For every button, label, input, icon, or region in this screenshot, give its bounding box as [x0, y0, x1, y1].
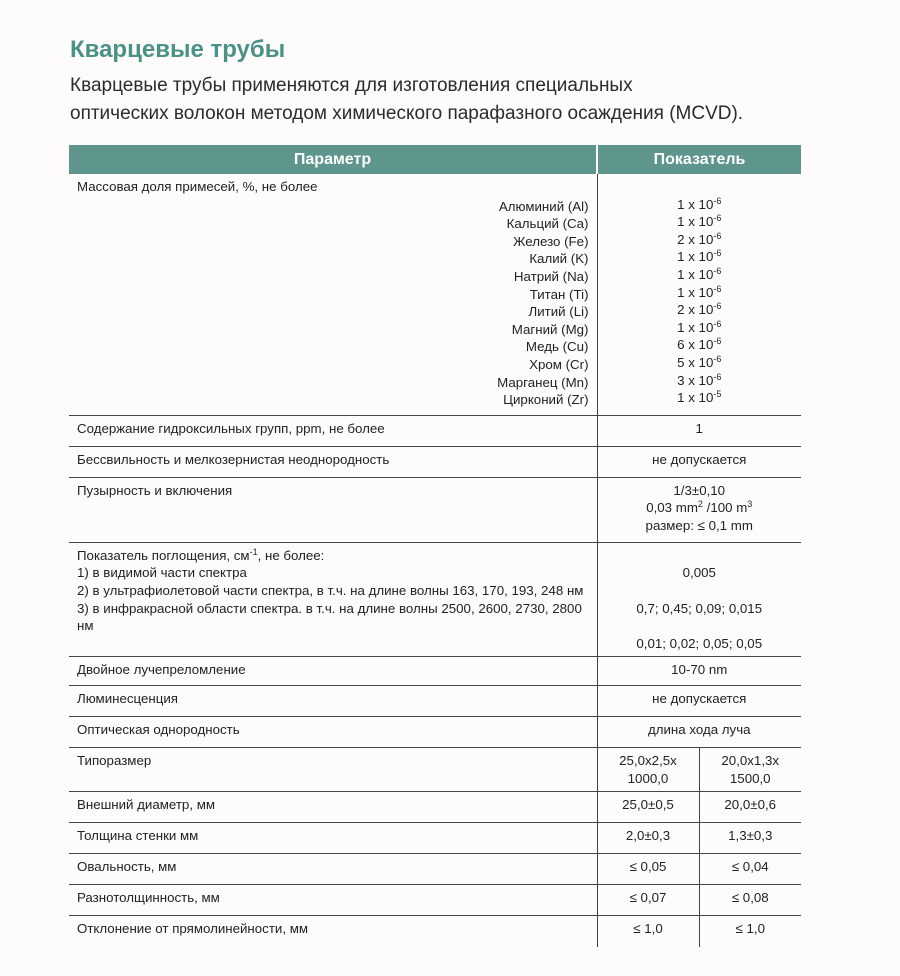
header-parameter: Параметр [69, 145, 597, 174]
impurity-name: Магний (Mg) [511, 321, 589, 337]
impurity-name: Железо (Fe) [513, 233, 589, 249]
wall-value-2: 1,3±0,3 [699, 823, 801, 854]
ovality-label: Овальность, мм [69, 854, 597, 885]
impurities-cell [69, 174, 597, 415]
size-value-2: 20,0x1,3x 1500,0 [699, 748, 801, 792]
impurity-names [77, 198, 589, 409]
absorption-values [597, 542, 801, 657]
table-header-row [69, 145, 801, 174]
impurity-value: 1 x $10^{-6}$ [677, 248, 722, 265]
impurity-value: 1 x $10^{-6}$ [677, 318, 722, 335]
table-row-absorption [69, 542, 801, 657]
table-row-luminescence [69, 686, 801, 717]
bubbles-value-3: размер: ≤ 0,1 mm [645, 517, 753, 533]
bubble-free-label: Бессвильность и мелкозернистая неоднородность [69, 446, 597, 477]
impurity-value: 5 x $10^{-6}$ [677, 353, 722, 370]
impurity-name: Хром (Cr) [529, 356, 589, 372]
header-value: Показатель [597, 145, 801, 174]
table-row-outer-diameter [69, 792, 801, 823]
spec-table [69, 145, 801, 947]
thickness-variation-value-1: ≤ 0,07 [597, 885, 699, 916]
table-row-size [69, 748, 801, 792]
absorption-item-2: 2) в ультрафиолетовой части спектра, в т.ч. на длине волны 163, 170, 193, 248 нм [77, 582, 584, 598]
outer-diameter-value-1: 25,0±0,5 [597, 792, 699, 823]
impurity-value: 1 x $10^{-6}$ [677, 195, 722, 212]
birefringence-value: 10-70 nm [597, 657, 801, 686]
straightness-value-2: ≤ 1,0 [699, 916, 801, 947]
impurity-name: Цирконий (Zr) [503, 392, 589, 408]
intro-paragraph [70, 72, 850, 128]
absorption-value-3: 0,01; 0,02; 0,05; 0,05 [636, 635, 763, 651]
table-row-impurities [69, 174, 801, 415]
impurity-value: 1 x $10^{-6}$ [677, 213, 722, 230]
impurity-name: Марганец (Mn) [497, 374, 589, 390]
absorption-value-1: 0,005 [682, 565, 716, 581]
ovality-value-2: ≤ 0,04 [699, 854, 801, 885]
hydroxyl-value: 1 [597, 415, 801, 446]
outer-diameter-value-2: 20,0±0,6 [699, 792, 801, 823]
impurity-value: 6 x $10^{-6}$ [677, 336, 722, 353]
table-row-optical-homogeneity [69, 717, 801, 748]
table-row-hydroxyl [69, 415, 801, 446]
wall-label: Толщина стенки мм [69, 823, 597, 854]
absorption-label [69, 542, 597, 657]
impurities-label: Массовая доля примесей, %, не более [77, 179, 318, 194]
impurity-name: Натрий (Na) [513, 268, 589, 284]
ovality-value-1: ≤ 0,05 [597, 854, 699, 885]
impurity-name: Литий (Li) [528, 304, 589, 320]
luminescence-value: не допускается [597, 686, 801, 717]
thickness-variation-value-2: ≤ 0,08 [699, 885, 801, 916]
impurity-values [597, 174, 801, 415]
optical-homogeneity-label: Оптическая однородность [69, 717, 597, 748]
straightness-value-1: ≤ 1,0 [597, 916, 699, 947]
impurity-value: 2 x $10^{-6}$ [677, 230, 722, 247]
birefringence-label: Двойное лучепреломление [69, 657, 597, 686]
luminescence-label: Люминесценция [69, 686, 597, 717]
bubbles-value-2: 0,03 $mm^2$ /100 $m^3$ [646, 499, 753, 516]
optical-homogeneity-value: длина хода луча [597, 717, 801, 748]
straightness-label: Отклонение от прямолинейности, мм [69, 916, 597, 947]
table-row-straightness [69, 916, 801, 947]
size-label: Типоразмер [69, 748, 597, 792]
table-row-bubbles [69, 477, 801, 542]
table-row-birefringence [69, 657, 801, 686]
impurity-name: Кальций (Ca) [506, 216, 589, 232]
size-value-1: 25,0x2,5x 1000,0 [597, 748, 699, 792]
thickness-variation-label: Разнотолщинность, мм [69, 885, 597, 916]
impurity-value: 1 x $10^{-5}$ [677, 389, 722, 406]
table-row-thickness-variation [69, 885, 801, 916]
table-row-wall [69, 823, 801, 854]
impurity-name: Калий (K) [529, 251, 589, 267]
absorption-item-3: 3) в инфракрасной области спектра. в т.ч. на длине волны 2500, 2600, 2730, 2800 нм [77, 600, 582, 634]
outer-diameter-label: Внешний диаметр, мм [69, 792, 597, 823]
page-title: Кварцевые трубы [70, 36, 286, 63]
table-row-ovality [69, 854, 801, 885]
hydroxyl-label: Содержание гидроксильных групп, ppm, не более [69, 415, 597, 446]
intro-line: Кварцевые трубы применяются для изготовления специальных [70, 75, 633, 96]
bubble-free-value: не допускается [597, 446, 801, 477]
bubbles-value [597, 477, 801, 542]
impurity-name: Титан (Ti) [529, 286, 589, 302]
bubbles-label: Пузырность и включения [69, 477, 597, 542]
table-row-bubble-free [69, 446, 801, 477]
impurity-name: Алюминий (Al) [498, 198, 589, 214]
intro-line: оптических волокон методом химического парафазного осаждения (MCVD). [70, 103, 744, 124]
impurity-value: 1 x $10^{-6}$ [677, 283, 722, 300]
impurity-value: 3 x $10^{-6}$ [677, 371, 722, 388]
impurity-name: Медь (Cu) [525, 339, 589, 355]
absorption-item-1: 1) в видимой части спектра [77, 565, 247, 581]
impurity-value: 2 x $10^{-6}$ [677, 301, 722, 318]
bubbles-value-1: 1/3±0,10 [673, 482, 726, 498]
absorption-value-2: 0,7; 0,45; 0,09; 0,015 [636, 600, 763, 616]
absorption-title: Показатель поглощения, $см^{-1}$, не более: [77, 546, 325, 563]
wall-value-1: 2,0±0,3 [597, 823, 699, 854]
impurity-value: 1 x $10^{-6}$ [677, 265, 722, 282]
